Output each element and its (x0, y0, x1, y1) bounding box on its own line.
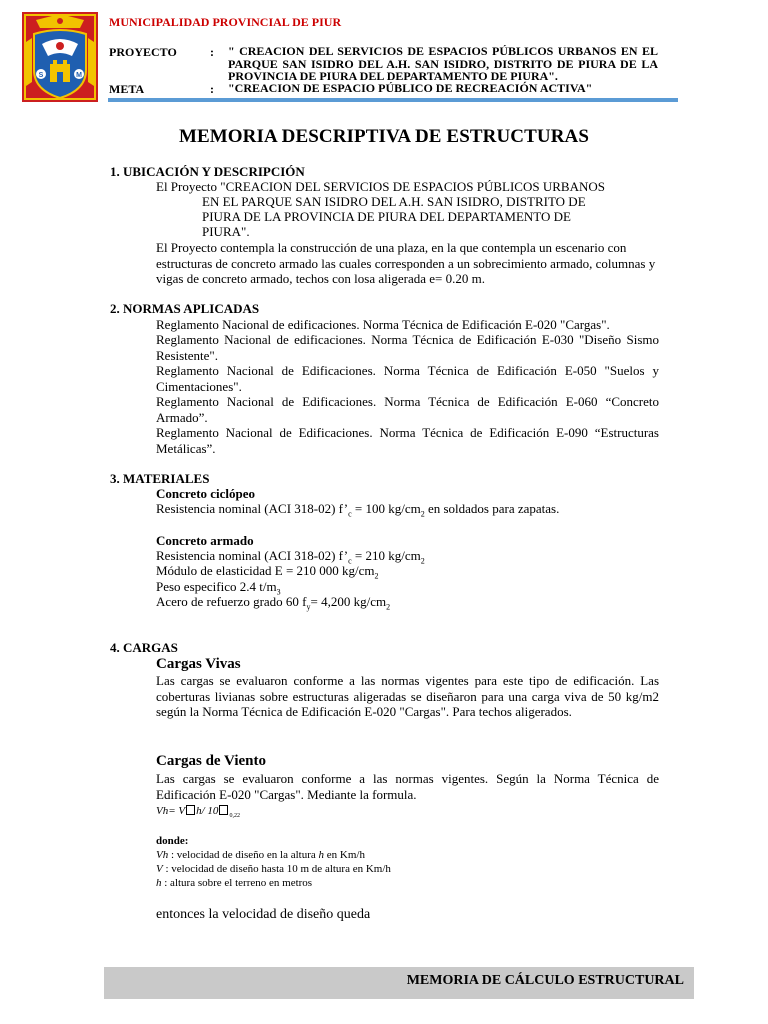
missing-glyph-icon (186, 805, 195, 815)
section1-heading: 1. UBICACIÓN Y DESCRIPCIÓN (110, 164, 305, 179)
section4-heading: 4. CARGAS (110, 640, 178, 655)
definition-vh: Vh : velocidad de diseño en la altura h en Km/h (156, 849, 365, 861)
norma-item: Reglamento Nacional de Edificaciones. Norma Técnica de Edificación E-050 "Suelos y Cimentaciones". (156, 363, 659, 394)
meta-value: "CREACION DE ESPACIO PÚBLICO DE RECREACIÓN ACTIVA" (228, 81, 593, 95)
municipal-crest-logo (22, 12, 98, 102)
cargas-vivas-title: Cargas Vivas (156, 656, 241, 672)
proyecto-label: PROYECTO (109, 45, 177, 59)
concreto-armado-title: Concreto armado (156, 533, 254, 548)
section1-line2: EN EL PARQUE SAN ISIDRO DEL A.H. SAN ISIDRO, DISTRITO DE (202, 194, 586, 209)
section1-line1: El Proyecto "CREACION DEL SERVICIOS DE ESPACIOS PÚBLICOS URBANOS (156, 179, 605, 194)
armado-peso: Peso especifico 2.4 $t/m_3$ (156, 579, 281, 597)
armado-resistencia: Resistencia nominal (ACI 318-02) $f’_c = 210$ $kg/cm_2$ (156, 548, 425, 566)
ciclopeo-resistencia: Resistencia nominal (ACI 318-02) $f’_c = 100$ $kg/cm_2$ en soldados para zapatas. (156, 501, 560, 519)
definition-h: h : altura sobre el terreno en metros (156, 877, 313, 889)
cargas-viento-title: Cargas de Viento (156, 753, 266, 769)
crest-letter-right: M (76, 72, 82, 79)
crest-letter-left: S (38, 72, 44, 79)
cargas-vivas-text: Las cargas se evaluaron conforme a las normas vigentes para este tipo de edificación. Las coberturas livianas sobre estructuras aligeradas se diseñaron para una carga viva de 50 kg/m2 según la Norma Técnica de Edificación E-020 "Cargas". Para techos aligerados. (156, 673, 659, 719)
norma-item: Reglamento Nacional de edificaciones. Norma Técnica de Edificación E-020 "Cargas". (156, 317, 610, 332)
document-title: MEMORIA DESCRIPTIVA DE ESTRUCTURAS (178, 126, 590, 147)
wind-formula: Vh= V h/ 10 $_{0,22}$ (156, 805, 240, 820)
section2-heading: 2. NORMAS APLICADAS (110, 301, 260, 316)
cargas-viento-text: Las cargas se evaluaron conforme a las normas vigentes. Según la Norma Técnica de Edificación E-020 "Cargas". Mediante la formula. (156, 771, 659, 802)
missing-glyph-icon (219, 805, 228, 815)
proyecto-value: " CREACION DEL SERVICIOS DE ESPACIOS PÚBLICOS URBANOS EN EL PARQUE SAN ISIDRO DEL A.H. SAN ISIDRO, DISTRITO DE PIURA DE LA PROVINCIA DE PIURA DEL DEPARTAMENTO DE PIURA". (228, 44, 658, 83)
municipality-name: MUNICIPALIDAD PROVINCIAL DE PIUR (109, 15, 342, 29)
section1-line3: PIURA DE LA PROVINCIA DE PIURA DEL DEPARTAMENTO DE (202, 209, 571, 224)
meta-label: META (109, 82, 145, 96)
section1-line4: PIURA". (202, 224, 250, 239)
meta-colon: : (210, 82, 214, 96)
page-footer (104, 967, 694, 999)
armado-acero: Acero de refuerzo grado 60 $f_y= 4,200$ $kg/cm_2$ (156, 594, 391, 612)
footer-title: MEMORIA DE CÁLCULO ESTRUCTURAL (406, 973, 684, 988)
proyecto-colon: : (210, 45, 214, 59)
section1-paragraph: El Proyecto contempla la construcción de una plaza, en la que contempla un escenario con estructuras de concreto armado las cuales corresponden a un sobrecimiento armado, columnas y vigas de concreto armado, techos con losa aligerada e= 0.20 m. (156, 240, 656, 286)
section3-heading: 3. MATERIALES (110, 471, 210, 486)
norma-item: Reglamento Nacional de Edificaciones. Norma Técnica de Edificación E-060 “Concreto Armado”. (156, 394, 659, 425)
concreto-ciclopeo-title: Concreto ciclópeo (156, 486, 256, 501)
header-divider (108, 98, 678, 102)
definition-v: V : velocidad de diseño hasta 10 m de altura en Km/h (156, 863, 391, 875)
armado-modulo: Módulo de elasticidad E = 210 000 $kg/cm_2$ (156, 563, 379, 581)
norma-item: Reglamento Nacional de Edificaciones. Norma Técnica de Edificación E-090 “Estructuras Metálicas”. (156, 425, 659, 456)
norma-item: Reglamento Nacional de edificaciones. Norma Técnica de Edificación E-030 "Diseño Sismo Resistente". (156, 332, 659, 363)
donde-label: donde: (156, 835, 189, 847)
entonces-text: entonces la velocidad de diseño queda (156, 907, 371, 922)
